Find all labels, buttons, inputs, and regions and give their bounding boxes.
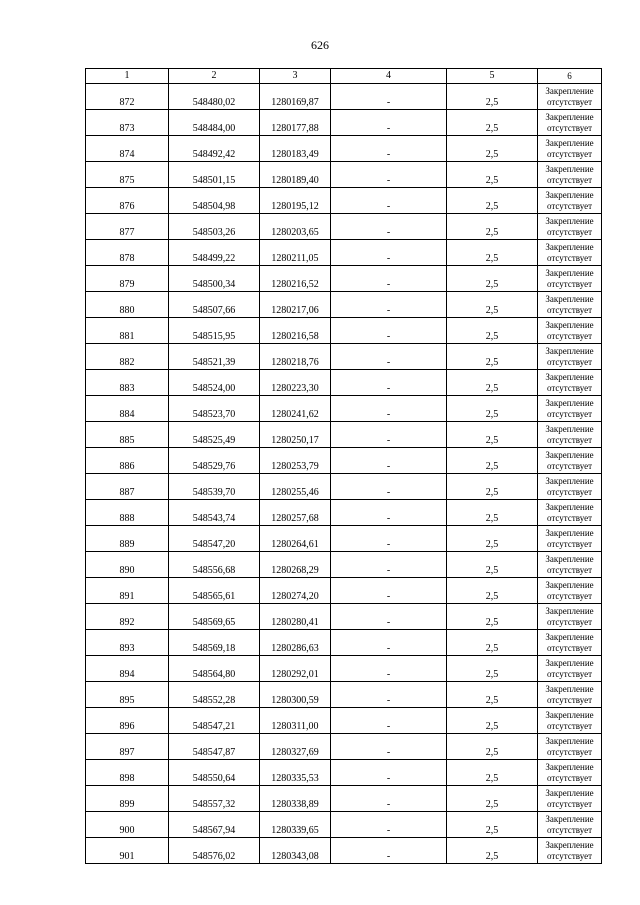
y-coordinate: 1280343,08 — [260, 838, 331, 864]
column-4-value: - — [331, 578, 447, 604]
fixation-status-line-2: отсутствует — [546, 564, 593, 575]
y-coordinate: 1280216,52 — [260, 266, 331, 292]
point-number: 890 — [86, 552, 169, 578]
y-coordinate: 1280189,40 — [260, 162, 331, 188]
column-4-value: - — [331, 84, 447, 110]
x-coordinate: 548500,34 — [169, 266, 260, 292]
table-row — [86, 630, 602, 656]
column-5-value: 2,5 — [447, 734, 538, 760]
fixation-status — [538, 448, 602, 474]
y-coordinate: 1280338,89 — [260, 786, 331, 812]
column-5-value: 2,5 — [447, 812, 538, 838]
fixation-status-line-2: отсутствует — [546, 850, 593, 861]
column-4-value: - — [331, 682, 447, 708]
column-4-value: - — [331, 448, 447, 474]
column-header-2: 2 — [169, 69, 260, 84]
table-row — [86, 734, 602, 760]
column-5-value: 2,5 — [447, 422, 538, 448]
column-5-value: 2,5 — [447, 370, 538, 396]
table-row — [86, 838, 602, 864]
point-number: 895 — [86, 682, 169, 708]
table-row — [86, 786, 602, 812]
fixation-status — [538, 474, 602, 500]
x-coordinate: 548576,02 — [169, 838, 260, 864]
y-coordinate: 1280292,01 — [260, 656, 331, 682]
y-coordinate: 1280177,88 — [260, 110, 331, 136]
fixation-status-line-1: Закрепление — [545, 475, 594, 486]
point-number: 886 — [86, 448, 169, 474]
y-coordinate: 1280274,20 — [260, 578, 331, 604]
point-number: 874 — [86, 136, 169, 162]
fixation-status — [538, 422, 602, 448]
fixation-status-line-1: Закрепление — [545, 813, 594, 824]
fixation-status — [538, 292, 602, 318]
fixation-status-line-1: Закрепление — [545, 319, 594, 330]
table-row — [86, 760, 602, 786]
fixation-status-line-1: Закрепление — [545, 605, 594, 616]
fixation-status-line-1: Закрепление — [545, 85, 594, 96]
x-coordinate: 548492,42 — [169, 136, 260, 162]
point-number: 888 — [86, 500, 169, 526]
point-number: 879 — [86, 266, 169, 292]
table-row — [86, 292, 602, 318]
fixation-status-line-2: отсутствует — [546, 798, 593, 809]
y-coordinate: 1280335,53 — [260, 760, 331, 786]
y-coordinate: 1280300,59 — [260, 682, 331, 708]
fixation-status — [538, 708, 602, 734]
fixation-status-line-1: Закрепление — [545, 423, 594, 434]
fixation-status-line-2: отсутствует — [546, 772, 593, 783]
table-header-row — [86, 69, 602, 84]
column-4-value: - — [331, 344, 447, 370]
fixation-status-line-1: Закрепление — [545, 163, 594, 174]
x-coordinate: 548550,64 — [169, 760, 260, 786]
fixation-status — [538, 240, 602, 266]
fixation-status — [538, 552, 602, 578]
fixation-status — [538, 370, 602, 396]
page-number: 626 — [311, 38, 329, 52]
column-5-value: 2,5 — [447, 396, 538, 422]
column-5-value: 2,5 — [447, 162, 538, 188]
fixation-status-line-1: Закрепление — [545, 111, 594, 122]
column-5-value: 2,5 — [447, 266, 538, 292]
fixation-status-line-1: Закрепление — [545, 215, 594, 226]
point-number: 901 — [86, 838, 169, 864]
fixation-status-line-2: отсутствует — [546, 408, 593, 419]
column-4-value: - — [331, 604, 447, 630]
fixation-status-line-2: отсутствует — [546, 330, 593, 341]
y-coordinate: 1280268,29 — [260, 552, 331, 578]
column-5-value: 2,5 — [447, 604, 538, 630]
x-coordinate: 548556,68 — [169, 552, 260, 578]
column-4-value: - — [331, 500, 447, 526]
x-coordinate: 548529,76 — [169, 448, 260, 474]
point-number: 882 — [86, 344, 169, 370]
x-coordinate: 548569,65 — [169, 604, 260, 630]
column-5-value: 2,5 — [447, 448, 538, 474]
fixation-status-line-1: Закрепление — [545, 267, 594, 278]
fixation-status-line-1: Закрепление — [545, 839, 594, 850]
fixation-status-line-2: отсутствует — [546, 122, 593, 133]
column-5-value: 2,5 — [447, 318, 538, 344]
fixation-status-line-2: отсутствует — [546, 382, 593, 393]
column-5-value: 2,5 — [447, 526, 538, 552]
column-5-value: 2,5 — [447, 760, 538, 786]
column-5-value: 2,5 — [447, 656, 538, 682]
table-row — [86, 188, 602, 214]
column-4-value: - — [331, 396, 447, 422]
table-row — [86, 422, 602, 448]
point-number: 889 — [86, 526, 169, 552]
table-row — [86, 110, 602, 136]
column-4-value: - — [331, 812, 447, 838]
fixation-status — [538, 526, 602, 552]
column-4-value: - — [331, 214, 447, 240]
point-number: 878 — [86, 240, 169, 266]
fixation-status — [538, 760, 602, 786]
column-5-value: 2,5 — [447, 578, 538, 604]
table-row — [86, 240, 602, 266]
table-row — [86, 448, 602, 474]
x-coordinate: 548515,95 — [169, 318, 260, 344]
table-body — [86, 84, 602, 864]
fixation-status — [538, 110, 602, 136]
table-row — [86, 162, 602, 188]
point-number: 885 — [86, 422, 169, 448]
x-coordinate: 548501,15 — [169, 162, 260, 188]
table-row — [86, 578, 602, 604]
point-number: 873 — [86, 110, 169, 136]
x-coordinate: 548525,49 — [169, 422, 260, 448]
point-number: 894 — [86, 656, 169, 682]
column-4-value: - — [331, 734, 447, 760]
column-5-value: 2,5 — [447, 136, 538, 162]
fixation-status — [538, 838, 602, 864]
table-row — [86, 604, 602, 630]
fixation-status-line-2: отсутствует — [546, 668, 593, 679]
table-row — [86, 656, 602, 682]
table-row — [86, 370, 602, 396]
fixation-status-line-1: Закрепление — [545, 293, 594, 304]
fixation-status — [538, 344, 602, 370]
point-number: 900 — [86, 812, 169, 838]
point-number: 899 — [86, 786, 169, 812]
y-coordinate: 1280169,87 — [260, 84, 331, 110]
x-coordinate: 548547,21 — [169, 708, 260, 734]
table-row — [86, 266, 602, 292]
fixation-status — [538, 604, 602, 630]
fixation-status-line-1: Закрепление — [545, 657, 594, 668]
y-coordinate: 1280257,68 — [260, 500, 331, 526]
x-coordinate: 548557,32 — [169, 786, 260, 812]
y-coordinate: 1280339,65 — [260, 812, 331, 838]
fixation-status-line-2: отсутствует — [546, 96, 593, 107]
column-5-value: 2,5 — [447, 344, 538, 370]
fixation-status-line-1: Закрепление — [545, 345, 594, 356]
table-row — [86, 214, 602, 240]
x-coordinate: 548552,28 — [169, 682, 260, 708]
column-4-value: - — [331, 318, 447, 344]
fixation-status-line-1: Закрепление — [545, 189, 594, 200]
y-coordinate: 1280286,63 — [260, 630, 331, 656]
table-row — [86, 526, 602, 552]
column-4-value: - — [331, 162, 447, 188]
column-5-value: 2,5 — [447, 240, 538, 266]
fixation-status — [538, 578, 602, 604]
x-coordinate: 548539,70 — [169, 474, 260, 500]
coordinates-table — [85, 68, 602, 864]
table-row — [86, 136, 602, 162]
column-5-value: 2,5 — [447, 552, 538, 578]
table-row — [86, 474, 602, 500]
fixation-status-line-2: отсутствует — [546, 746, 593, 757]
fixation-status-line-2: отсутствует — [546, 434, 593, 445]
y-coordinate: 1280195,12 — [260, 188, 331, 214]
y-coordinate: 1280250,17 — [260, 422, 331, 448]
y-coordinate: 1280255,46 — [260, 474, 331, 500]
column-4-value: - — [331, 708, 447, 734]
table-row — [86, 396, 602, 422]
column-4-value: - — [331, 110, 447, 136]
x-coordinate: 548564,80 — [169, 656, 260, 682]
fixation-status-line-2: отсутствует — [546, 824, 593, 835]
fixation-status-line-1: Закрепление — [545, 579, 594, 590]
fixation-status — [538, 318, 602, 344]
point-number: 898 — [86, 760, 169, 786]
fixation-status-line-2: отсутствует — [546, 356, 593, 367]
fixation-status-line-1: Закрепление — [545, 553, 594, 564]
point-number: 893 — [86, 630, 169, 656]
fixation-status-line-2: отсутствует — [546, 642, 593, 653]
column-4-value: - — [331, 240, 447, 266]
fixation-status — [538, 786, 602, 812]
fixation-status-line-2: отсутствует — [546, 486, 593, 497]
column-5-value: 2,5 — [447, 110, 538, 136]
fixation-status — [538, 84, 602, 110]
column-5-value: 2,5 — [447, 708, 538, 734]
point-number: 875 — [86, 162, 169, 188]
point-number: 876 — [86, 188, 169, 214]
fixation-status — [538, 734, 602, 760]
column-4-value: - — [331, 370, 447, 396]
fixation-status — [538, 682, 602, 708]
column-4-value: - — [331, 136, 447, 162]
column-5-value: 2,5 — [447, 838, 538, 864]
column-5-value: 2,5 — [447, 188, 538, 214]
column-5-value: 2,5 — [447, 292, 538, 318]
column-header-6: 6 — [538, 69, 602, 84]
x-coordinate: 548547,20 — [169, 526, 260, 552]
fixation-status-line-1: Закрепление — [545, 397, 594, 408]
column-4-value: - — [331, 266, 447, 292]
point-number: 877 — [86, 214, 169, 240]
fixation-status-line-2: отсутствует — [546, 200, 593, 211]
x-coordinate: 548499,22 — [169, 240, 260, 266]
table-row — [86, 812, 602, 838]
fixation-status-line-2: отсутствует — [546, 616, 593, 627]
fixation-status — [538, 630, 602, 656]
y-coordinate: 1280203,65 — [260, 214, 331, 240]
table-row — [86, 318, 602, 344]
fixation-status — [538, 136, 602, 162]
fixation-status-line-1: Закрепление — [545, 631, 594, 642]
column-5-value: 2,5 — [447, 786, 538, 812]
fixation-status-line-2: отсутствует — [546, 694, 593, 705]
fixation-status-line-2: отсутствует — [546, 304, 593, 315]
y-coordinate: 1280218,76 — [260, 344, 331, 370]
fixation-status-line-1: Закрепление — [545, 449, 594, 460]
x-coordinate: 548523,70 — [169, 396, 260, 422]
fixation-status-line-1: Закрепление — [545, 501, 594, 512]
fixation-status-line-2: отсутствует — [546, 720, 593, 731]
column-4-value: - — [331, 474, 447, 500]
fixation-status — [538, 214, 602, 240]
column-4-value: - — [331, 656, 447, 682]
fixation-status-line-1: Закрепление — [545, 137, 594, 148]
column-4-value: - — [331, 760, 447, 786]
column-4-value: - — [331, 552, 447, 578]
y-coordinate: 1280241,62 — [260, 396, 331, 422]
column-5-value: 2,5 — [447, 630, 538, 656]
fixation-status — [538, 396, 602, 422]
fixation-status-line-1: Закрепление — [545, 683, 594, 694]
fixation-status-line-1: Закрепление — [545, 787, 594, 798]
column-4-value: - — [331, 786, 447, 812]
column-4-value: - — [331, 188, 447, 214]
y-coordinate: 1280253,79 — [260, 448, 331, 474]
fixation-status-line-1: Закрепление — [545, 371, 594, 382]
fixation-status-line-1: Закрепление — [545, 709, 594, 720]
column-5-value: 2,5 — [447, 214, 538, 240]
y-coordinate: 1280264,61 — [260, 526, 331, 552]
column-4-value: - — [331, 838, 447, 864]
x-coordinate: 548569,18 — [169, 630, 260, 656]
table-row — [86, 552, 602, 578]
y-coordinate: 1280216,58 — [260, 318, 331, 344]
x-coordinate: 548521,39 — [169, 344, 260, 370]
column-4-value: - — [331, 526, 447, 552]
x-coordinate: 548504,98 — [169, 188, 260, 214]
fixation-status-line-1: Закрепление — [545, 527, 594, 538]
column-header-5: 5 — [447, 69, 538, 84]
point-number: 881 — [86, 318, 169, 344]
point-number: 887 — [86, 474, 169, 500]
point-number: 872 — [86, 84, 169, 110]
point-number: 891 — [86, 578, 169, 604]
fixation-status-line-1: Закрепление — [545, 761, 594, 772]
fixation-status — [538, 188, 602, 214]
y-coordinate: 1280211,05 — [260, 240, 331, 266]
column-5-value: 2,5 — [447, 682, 538, 708]
x-coordinate: 548480,02 — [169, 84, 260, 110]
table-row — [86, 84, 602, 110]
x-coordinate: 548503,26 — [169, 214, 260, 240]
fixation-status-line-1: Закрепление — [545, 241, 594, 252]
fixation-status — [538, 266, 602, 292]
table-row — [86, 682, 602, 708]
fixation-status-line-2: отсутствует — [546, 538, 593, 549]
column-5-value: 2,5 — [447, 474, 538, 500]
column-header-4: 4 — [331, 69, 447, 84]
fixation-status-line-1: Закрепление — [545, 735, 594, 746]
point-number: 884 — [86, 396, 169, 422]
point-number: 892 — [86, 604, 169, 630]
y-coordinate: 1280280,41 — [260, 604, 331, 630]
fixation-status-line-2: отсутствует — [546, 512, 593, 523]
column-4-value: - — [331, 292, 447, 318]
x-coordinate: 548567,94 — [169, 812, 260, 838]
x-coordinate: 548524,00 — [169, 370, 260, 396]
fixation-status — [538, 500, 602, 526]
table-row — [86, 708, 602, 734]
point-number: 896 — [86, 708, 169, 734]
x-coordinate: 548484,00 — [169, 110, 260, 136]
column-4-value: - — [331, 630, 447, 656]
column-header-1: 1 — [86, 69, 169, 84]
fixation-status-line-2: отсутствует — [546, 460, 593, 471]
x-coordinate: 548507,66 — [169, 292, 260, 318]
fixation-status-line-2: отсутствует — [546, 148, 593, 159]
y-coordinate: 1280311,00 — [260, 708, 331, 734]
fixation-status — [538, 656, 602, 682]
y-coordinate: 1280327,69 — [260, 734, 331, 760]
column-5-value: 2,5 — [447, 84, 538, 110]
y-coordinate: 1280217,06 — [260, 292, 331, 318]
fixation-status — [538, 812, 602, 838]
table-row — [86, 500, 602, 526]
table-row — [86, 344, 602, 370]
point-number: 897 — [86, 734, 169, 760]
fixation-status-line-2: отсутствует — [546, 174, 593, 185]
column-header-3: 3 — [260, 69, 331, 84]
fixation-status-line-2: отсутствует — [546, 590, 593, 601]
point-number: 883 — [86, 370, 169, 396]
x-coordinate: 548543,74 — [169, 500, 260, 526]
fixation-status-line-2: отсутствует — [546, 226, 593, 237]
column-4-value: - — [331, 422, 447, 448]
column-5-value: 2,5 — [447, 500, 538, 526]
fixation-status-line-2: отсутствует — [546, 252, 593, 263]
x-coordinate: 548565,61 — [169, 578, 260, 604]
point-number: 880 — [86, 292, 169, 318]
y-coordinate: 1280183,49 — [260, 136, 331, 162]
y-coordinate: 1280223,30 — [260, 370, 331, 396]
x-coordinate: 548547,87 — [169, 734, 260, 760]
fixation-status-line-2: отсутствует — [546, 278, 593, 289]
fixation-status — [538, 162, 602, 188]
